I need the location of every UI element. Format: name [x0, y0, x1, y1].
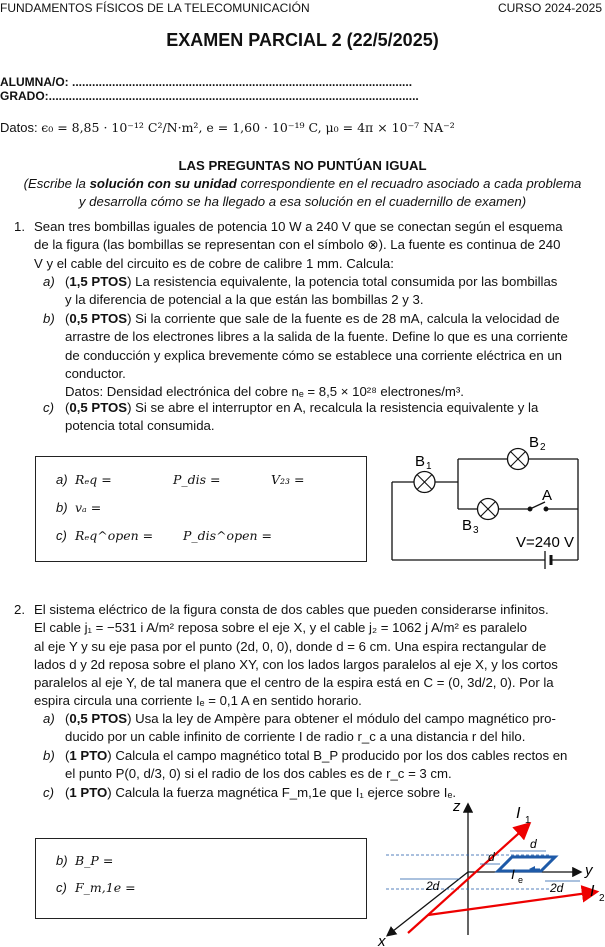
q2a-text: (0,5 PTOS) Usa la ley de Ampère para obtener el módulo del campo magnético pro- ducido por un cable infinito de corriente I de radio r_c a una distancia r del hilo. [65, 710, 556, 747]
q2b-points: 1 PTO [69, 748, 108, 763]
ans-bp[interactable]: B_P = [75, 853, 114, 868]
constants-label: Datos: [0, 120, 38, 135]
label-2d-left: 2d [426, 879, 440, 893]
ans2-c-label: c) [56, 880, 67, 895]
ans-req-open[interactable]: Rₑq^open = [75, 528, 154, 543]
constants-values: ϵ₀ = 8,85 · 10⁻¹² C²/N·m², e = 1,60 · 10⁻¹⁹ C, μ₀ = 4π × 10⁻⁷ NA⁻² [41, 120, 455, 135]
ans-b-label: b) [56, 500, 68, 515]
label-i2-sub: 2 [599, 893, 605, 904]
q2c-line-1: ) Calcula la fuerza magnética F_m,1e que I₁ ejerce sobre Iₑ. [107, 785, 457, 800]
wires-loop-figure [380, 795, 605, 947]
q1-number: 1. [14, 219, 25, 234]
q1a-label: a) [43, 274, 55, 289]
q2a-label: a) [43, 711, 55, 726]
q2-line-4: lados d y 2d reposa sobre el plano XY, con los lados largos paralelos al eje X, y los cortos [34, 656, 558, 672]
q1-answer-a [56, 472, 305, 487]
q1a-points: 1,5 PTOS [69, 274, 128, 289]
q1c-line-1: ) Si se abre el interruptor en A, recalcula la resistencia equivalente y la [127, 400, 539, 415]
label-x: x [378, 933, 386, 947]
q2b-label: b) [43, 748, 55, 763]
q1b-line-1: ) Si la corriente que sale de la fuente es de 28 mA, calcula la velocidad de [127, 311, 560, 326]
q1b-points: 0,5 PTOS [69, 311, 128, 326]
q1-statement [34, 218, 605, 273]
q2c-label: c) [43, 785, 54, 800]
q2-answer-b [56, 853, 114, 868]
exam-title: EXAMEN PARCIAL 2 (22/5/2025) [166, 30, 439, 50]
q1c-text: (0,5 PTOS) Si se abre el interruptor en A, recalcula la resistencia equivalente y la potencia total consumida. [65, 399, 538, 436]
label-ie-sub: e [518, 875, 524, 885]
label-b1-sub: 1 [426, 461, 432, 472]
ans-va[interactable]: vₐ = [75, 500, 102, 515]
q2-line-5: paralelos al eje Y, de tal manera que el centro de la espira está en C = (0, 3d/2, 0). Por la [34, 675, 554, 691]
q2a-points: 0,5 PTOS [69, 711, 128, 726]
ans2-b-label: b) [56, 853, 68, 868]
label-d-top: d [530, 837, 537, 851]
q1-answer-c [56, 528, 272, 543]
ans-fm[interactable]: F_m,1e = [75, 880, 136, 895]
course-year: CURSO 2024-2025 [497, 1, 602, 15]
label-2d-right: 2d [550, 881, 564, 895]
label-b3: B [462, 517, 473, 534]
q2b-text: (1 PTO) Calcula el campo magnético total B_P producido por los dos cables rectos en el punto P(0, d/3, 0) si el radio de los dos cables es de r_c = 3 cm. [65, 747, 567, 784]
degree-field[interactable]: GRADO:............................................................................................................... [0, 89, 419, 103]
q1-answer-b [56, 500, 102, 515]
label-b3-sub: 3 [473, 525, 479, 536]
battery-icon [545, 551, 551, 569]
ans-req[interactable]: Rₑq = [75, 472, 112, 487]
label-voltage: V=240 V [516, 534, 574, 551]
ans-pdis-open[interactable]: P_dis^open = [183, 528, 272, 543]
notice-heading: LAS PREGUNTAS NO PUNTÚAN IGUAL [178, 158, 427, 173]
q1c-points: 0,5 PTOS [69, 400, 128, 415]
q2a-line-1: ) Usa la ley de Ampère para obtener el módulo del campo magnético pro- [127, 711, 556, 726]
q2-line-2: El cable j₁ = −531 i A/m² reposa sobre el eje X, y el cable j₂ = 1062 j A/m² es paralelo [34, 620, 528, 636]
label-i1-sub: 1 [525, 815, 531, 826]
q1-line-1: Sean tres bombillas iguales de potencia 10 W a 240 V que se conectan según el esquema [34, 219, 563, 234]
course-name: FUNDAMENTOS FÍSICOS DE LA TELECOMUNICACIÓN [0, 1, 310, 15]
constants-line [0, 119, 455, 137]
q2-line-3: al eje Y y su eje pasa por el punto (2d, 0, 0), donde d = 6 cm. Una espira rectangular de [34, 638, 547, 654]
q1c-label: c) [43, 400, 54, 415]
label-b2: B [529, 434, 540, 451]
q2b-line-1: ) Calcula el campo magnético total B_P producido por los dos cables rectos en [107, 748, 568, 763]
label-b2-sub: 2 [540, 442, 546, 453]
notice-1b: solución con su unidad [89, 176, 237, 191]
notice-1c: correspondiente en el recuadro asociado a cada problema [236, 176, 582, 191]
q2b-line-2: el punto P(0, d/3, 0) si el radio de los dos cables es de r_c = 3 cm. [65, 766, 452, 782]
q2-line-1: El sistema eléctrico de la figura consta de dos cables que pueden considerarse infinitos. [34, 602, 549, 617]
q1a-line-2: y la diferencia de potencial a la que están las bombillas 2 y 3. [65, 292, 424, 308]
notice-1a: (Escribe la [23, 176, 90, 191]
student-name-field[interactable]: ALUMNA/O: ...................................................................................................... [0, 75, 413, 89]
q1-line-3: V y el cable del circuito es de cobre de calibre 1 mm. Calcula: [34, 255, 394, 271]
q1a-text: (1,5 PTOS) La resistencia equivalente, la potencia total consumida por las bombillas y la diferencia de potencial a la que están las bombillas 2 y 3. [65, 273, 557, 310]
q1b-line-4: conductor. [65, 365, 126, 381]
q2c-points: 1 PTO [69, 785, 108, 800]
label-b1: B [415, 453, 426, 470]
q1b-line-2: arrastre de los electrones libres a la salida de la fuente. Define lo que es una corriente [65, 329, 568, 345]
q1a-line-1: ) La resistencia equivalente, la potencia total consumida por las bombillas [127, 274, 558, 289]
q2-statement [34, 601, 605, 711]
q1b-line-3: de conducción y explica brevemente cómo se establece una corriente eléctrica en un [65, 347, 563, 363]
label-z: z [453, 798, 461, 815]
notice-line-2: y desarrolla cómo se ha llegado a esa solución en el cuadernillo de examen) [78, 194, 527, 209]
label-y: y [585, 862, 593, 879]
ans-c-label: c) [56, 528, 67, 543]
q2-answer-box[interactable] [35, 838, 367, 919]
q2c-text: (1 PTO) Calcula la fuerza magnética F_m,1e que I₁ ejerce sobre Iₑ. [65, 785, 457, 800]
ans-v23[interactable]: V₂₃ = [271, 472, 305, 487]
label-switch-a: A [542, 487, 553, 504]
label-ie: I [511, 866, 515, 882]
ans-a-label: a) [56, 472, 68, 487]
loop-ie [498, 857, 555, 871]
wire-i2 [428, 892, 595, 915]
q2-line-6: espira circula una corriente Iₑ = 0,1 A en sentido horario. [34, 693, 362, 709]
q1b-label: b) [43, 311, 55, 326]
notice-line-1 [0, 175, 605, 193]
q1b-line-5: Datos: Densidad electrónica del cobre nₑ = 8,5 × 10²⁸ electrones/m³. [65, 384, 464, 400]
q2-number: 2. [14, 602, 25, 617]
q2-answer-c [56, 880, 136, 895]
label-d-mid: d [488, 850, 495, 864]
q1c-line-2: potencia total consumida. [65, 418, 215, 434]
q1b-text: (0,5 PTOS) Si la corriente que sale de la fuente es de 28 mA, calcula la velocidad de arrastre de los electrones libres a la salida de la fuente. Define lo que es una corriente de conducción y explica brevemente cómo se establece una corriente eléctrica en un conductor. Datos: Densidad electrónica del cobre nₑ = 8,5 × 10²⁸ electrones/m³. [65, 310, 568, 401]
q1-line-2: de la figura (las bombillas se representan con el símbolo ⊗). La fuente es continua de 240 [34, 237, 561, 253]
circuit-diagram [380, 430, 605, 575]
ans-pdis[interactable]: P_dis = [173, 472, 221, 487]
q2a-line-2: ducido por un cable infinito de corriente I de radio r_c a una distancia r del hilo. [65, 729, 526, 745]
label-i1: I [516, 805, 521, 822]
label-i2: I [590, 883, 595, 900]
